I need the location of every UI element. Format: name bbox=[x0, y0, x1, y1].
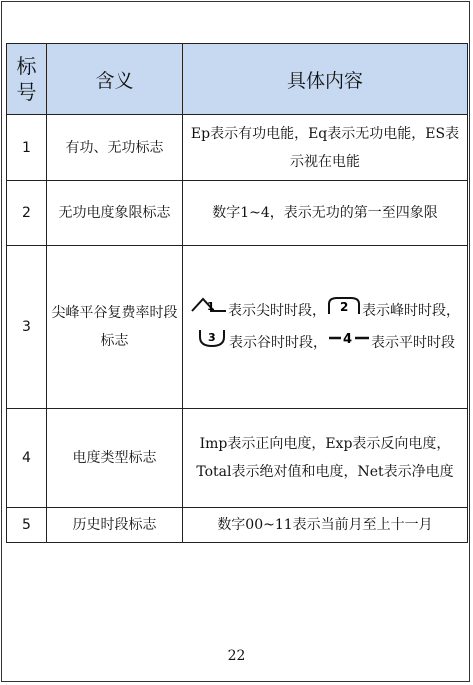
sharp-period-glyph: 1 bbox=[207, 300, 215, 313]
row-content: 数字1~4，表示无功的第一至四象限 bbox=[183, 181, 468, 246]
table-row bbox=[7, 409, 468, 508]
row-no: 3 bbox=[7, 246, 47, 409]
peak-period-icon bbox=[326, 295, 362, 327]
row-meaning: 尖峰平谷复费率时段标志 bbox=[47, 246, 183, 409]
row-meaning: 电度类型标志 bbox=[47, 409, 183, 508]
peak-period-glyph: 2 bbox=[340, 300, 349, 314]
row-no: 4 bbox=[7, 409, 47, 508]
row-content: Imp表示正向电度，Exp表示反向电度，Total表示绝对值和电度，Net表示净电度 bbox=[183, 409, 468, 508]
header-content: 具体内容 bbox=[183, 44, 468, 115]
table-row bbox=[7, 115, 468, 181]
row-no: 2 bbox=[7, 181, 47, 246]
peak-period-text: 表示峰时时段， bbox=[362, 303, 460, 319]
header-no-label: 标号 bbox=[16, 54, 37, 104]
row-content bbox=[183, 246, 468, 409]
marker-table bbox=[6, 43, 468, 543]
header-meaning: 含义 bbox=[47, 44, 183, 115]
page-number: 22 bbox=[227, 648, 246, 664]
header-no bbox=[7, 44, 47, 115]
flat-period-glyph: 4 bbox=[343, 332, 353, 347]
row-no: 5 bbox=[7, 508, 47, 543]
valley-period-icon bbox=[195, 327, 229, 359]
sharp-period-text: 表示尖时时段， bbox=[228, 303, 326, 319]
flat-period-text: 表示平时时段 bbox=[371, 335, 455, 351]
row-no: 1 bbox=[7, 115, 47, 181]
table-row bbox=[7, 181, 468, 246]
valley-period-text: 表示谷时时段， bbox=[229, 335, 327, 351]
row-meaning: 历史时段标志 bbox=[47, 508, 183, 543]
table-header-row bbox=[7, 44, 468, 115]
table-row bbox=[7, 508, 468, 543]
row-meaning: 无功电度象限标志 bbox=[47, 181, 183, 246]
flat-period-icon bbox=[327, 327, 371, 359]
table-row bbox=[7, 246, 468, 409]
row-content: 数字00~11表示当前月至上十一月 bbox=[183, 508, 468, 543]
row-content: Ep表示有功电能，Eq表示无功电能，ES表示视在电能 bbox=[183, 115, 468, 181]
sharp-period-icon bbox=[190, 295, 228, 327]
row-meaning: 有功、无功标志 bbox=[47, 115, 183, 181]
valley-period-glyph: 3 bbox=[208, 331, 216, 344]
